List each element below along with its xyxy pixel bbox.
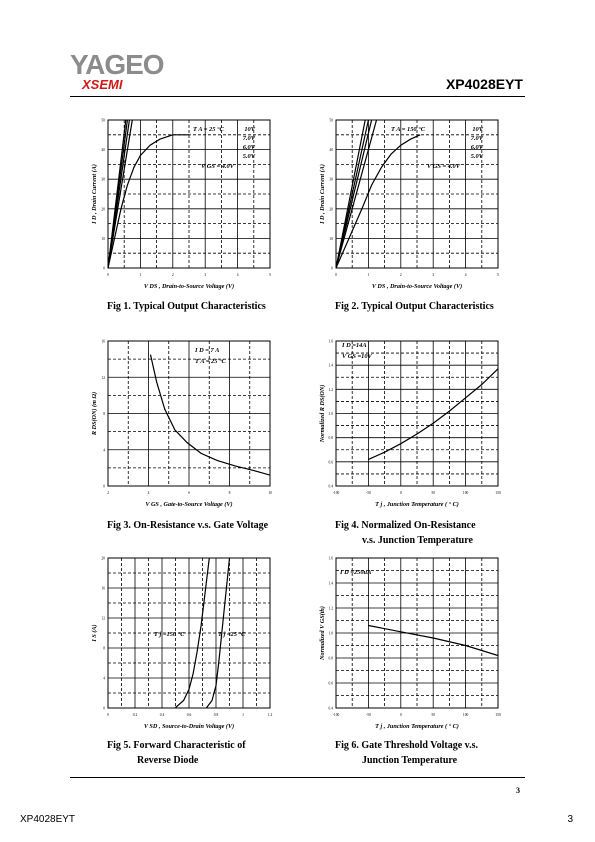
y-tick-label: 20: [101, 556, 105, 561]
caption-fig5: Fig 5. Forward Characteristic of: [107, 740, 246, 751]
series-line: [108, 135, 189, 268]
chart-annotation: 7.0V: [470, 135, 483, 142]
x-tick-label: 6: [188, 491, 190, 495]
x-tick-label: 1: [242, 713, 244, 717]
y-tick-label: 1.6: [328, 556, 333, 561]
footer-rule: [70, 777, 525, 778]
x-tick-label: 3: [204, 273, 207, 277]
chart-annotation: V GS =10V: [342, 353, 372, 360]
x-axis-label: V GS , Gate-to-Source Voltage (V): [145, 501, 233, 508]
chart-fig2: [316, 112, 516, 292]
chart-fig3: [88, 333, 288, 513]
y-axis-label: R DS(ON) (m Ω): [91, 391, 98, 436]
y-tick-label: 8: [103, 646, 105, 651]
x-tick-label: 0: [399, 491, 402, 495]
y-tick-label: 20: [329, 207, 333, 212]
y-tick-label: 1.2: [328, 606, 333, 611]
y-tick-label: 0: [103, 266, 105, 271]
y-tick-label: 30: [101, 177, 105, 182]
x-tick-label: 0.2: [132, 713, 138, 717]
y-tick-label: 1.2: [328, 387, 333, 392]
x-tick-label: 0: [335, 273, 337, 277]
x-tick-label: 5: [497, 273, 499, 277]
y-tick-label: 40: [101, 148, 105, 153]
y-tick-label: 8: [103, 412, 105, 416]
caption-fig4-line2: v.s. Junction Temperature: [362, 535, 473, 546]
y-tick-label: 12: [101, 616, 105, 621]
page-number: 3: [516, 786, 520, 795]
x-tick-label: -100: [332, 491, 340, 495]
y-tick-label: 1.0: [328, 412, 333, 416]
y-tick-label: 0.8: [328, 436, 333, 441]
y-tick-label: 0.6: [328, 460, 333, 465]
x-tick-label: 2: [107, 491, 109, 495]
x-tick-label: 4: [464, 273, 467, 277]
y-tick-label: 16: [101, 339, 105, 344]
y-tick-label: 12: [101, 375, 105, 380]
footer-part-number: XP4028EYT: [20, 814, 76, 825]
x-tick-label: -50: [366, 491, 371, 495]
x-tick-label: -50: [366, 713, 371, 717]
y-tick-label: 0.4: [328, 484, 333, 489]
y-tick-label: 10: [101, 236, 105, 241]
y-tick-label: 4: [103, 676, 105, 681]
y-tick-label: 1.6: [328, 339, 333, 344]
caption-fig6: Fig 6. Gate Threshold Voltage v.s.: [335, 740, 478, 751]
x-tick-label: 1.2: [267, 713, 273, 717]
y-axis-label: I D , Drain Current (A): [91, 164, 98, 224]
chart-fig1: [88, 112, 288, 292]
y-tick-label: 1.4: [328, 581, 333, 586]
x-tick-label: 150: [495, 491, 501, 495]
chart-annotation: 6.0V: [470, 144, 483, 151]
chart-annotation: 5.0V: [242, 153, 255, 160]
y-tick-label: 30: [329, 177, 333, 182]
x-tick-label: 0.8: [213, 713, 219, 717]
x-tick-label: 100: [462, 713, 469, 717]
chart-annotation: T j =25 °C: [218, 631, 246, 638]
footer-page-number: 3: [567, 814, 573, 825]
x-tick-label: 50: [431, 713, 435, 717]
chart-fig6: [316, 550, 516, 735]
y-tick-label: 0.6: [328, 681, 333, 686]
x-tick-label: 8: [228, 491, 231, 495]
y-tick-label: 1.0: [328, 631, 333, 636]
x-tick-label: 4: [236, 273, 239, 277]
caption-fig4: Fig 4. Normalized On-Resistance: [335, 520, 476, 531]
y-tick-label: 40: [329, 148, 333, 153]
x-axis-label: V DS , Drain-to-Source Voltage (V): [143, 283, 235, 290]
chart-annotation: I D =250uA: [340, 569, 372, 576]
caption-fig6-line2: Junction Temperature: [362, 755, 458, 766]
chart-annotation: T A = 25 °C: [195, 358, 226, 365]
y-tick-label: 10: [329, 236, 333, 241]
x-tick-label: 0: [107, 273, 109, 277]
x-axis-label: V DS , Drain-to-Source Voltage (V): [371, 283, 463, 290]
y-tick-label: 1.4: [328, 363, 333, 368]
y-tick-label: 50: [329, 118, 333, 123]
x-tick-label: 50: [431, 491, 435, 495]
chart-fig4: [316, 333, 516, 513]
chart-annotation: I D =14A: [342, 342, 367, 349]
y-tick-label: 0: [103, 706, 105, 711]
x-tick-label: 0: [107, 713, 109, 717]
chart-annotation: 6.0V: [242, 144, 255, 151]
company-logo: [70, 50, 180, 92]
x-tick-label: 3: [432, 273, 435, 277]
chart-annotation: T A = 25 °C: [193, 126, 224, 133]
header-rule: [70, 96, 525, 97]
x-tick-label: 2: [399, 273, 402, 277]
chart-annotation: T j =150 °C: [154, 631, 185, 638]
y-tick-label: 0.4: [328, 706, 333, 711]
caption-fig1: Fig 1. Typical Output Characteristics: [107, 301, 266, 312]
chart-annotation: 10V: [244, 126, 255, 133]
x-tick-label: 10: [268, 491, 272, 495]
x-axis-label: T j , Junction Temperature ( ° C): [375, 501, 459, 508]
chart-annotation: V GS = 4.0V: [426, 163, 460, 170]
caption-fig2: Fig 2. Typical Output Characteristics: [335, 301, 494, 312]
x-tick-label: 5: [269, 273, 271, 277]
x-tick-label: 4: [147, 491, 150, 495]
x-tick-label: 150: [495, 713, 501, 717]
y-tick-label: 4: [103, 448, 105, 453]
x-tick-label: 1: [139, 273, 142, 277]
chart-annotation: 5.0V: [470, 153, 483, 160]
y-tick-label: 16: [101, 586, 105, 591]
logo-wordmark: YAGEO: [70, 49, 164, 80]
y-tick-label: 0.8: [328, 656, 333, 661]
y-axis-label: Normalized R DS(ON): [319, 384, 326, 443]
x-tick-label: 0: [399, 713, 402, 717]
y-axis-label: I S (A): [91, 624, 98, 642]
x-tick-label: 1: [367, 273, 370, 277]
y-tick-label: 20: [101, 207, 105, 212]
chart-annotation: T A = 150 °C: [391, 126, 426, 133]
caption-fig3: Fig 3. On-Resistance v.s. Gate Voltage: [107, 520, 269, 531]
chart-annotation: V GS = 4.0V: [200, 163, 234, 170]
y-tick-label: 0: [103, 484, 105, 489]
logo-subbrand: XSEMI: [82, 77, 123, 92]
x-axis-label: T j , Junction Temperature ( ° C): [375, 723, 459, 730]
x-tick-label: 0.6: [186, 713, 192, 717]
x-axis-label: V SD , Source-to-Drain Voltage (V): [143, 723, 235, 730]
x-tick-label: -100: [332, 713, 340, 717]
x-tick-label: 100: [462, 491, 469, 495]
part-number-title: XP4028EYT: [445, 76, 523, 92]
chart-annotation: 7.0V: [242, 135, 255, 142]
y-axis-label: Normalized V GS(th): [319, 606, 326, 660]
chart-fig5: [88, 550, 288, 735]
y-tick-label: 50: [101, 118, 105, 123]
y-axis-label: I D , Drain Current (A): [319, 164, 326, 224]
x-tick-label: 0.4: [159, 713, 165, 717]
chart-annotation: 10V: [472, 126, 483, 133]
y-tick-label: 0: [331, 266, 333, 271]
caption-fig5-line2: Reverse Diode: [137, 755, 199, 766]
x-tick-label: 2: [171, 273, 174, 277]
chart-annotation: I D = 7 A: [195, 347, 220, 354]
